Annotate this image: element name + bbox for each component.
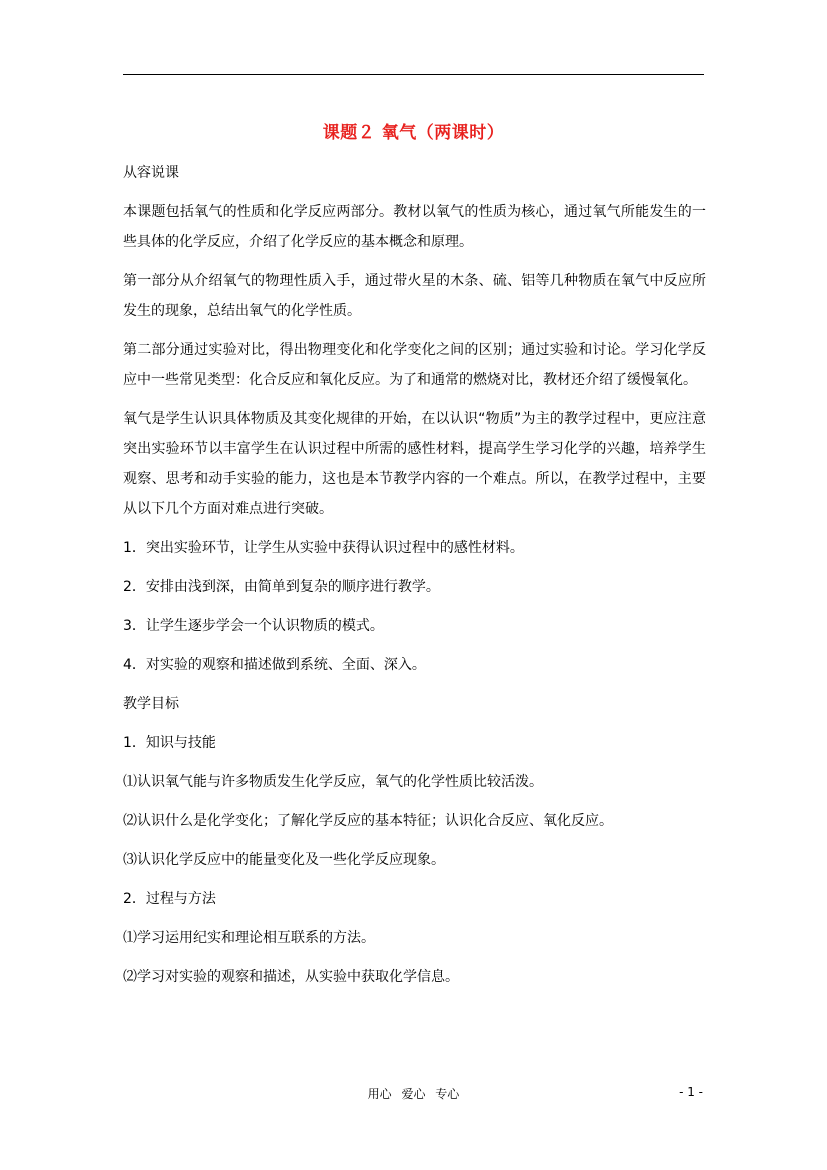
section-heading-objectives: 教学目标	[123, 696, 179, 712]
subheading-knowledge-skills: 1．知识与技能	[123, 735, 216, 751]
paragraph-part-two: 第二部分通过实验对比，得出物理变化和化学变化之间的区别；通过实验和讨论。学习化学反应中一些常见类型：化合反应和氧化反应。为了和通常的燃烧对比，教材还介绍了缓慢氧化。	[123, 342, 706, 388]
document-body	[123, 158, 706, 1001]
page-title: 课题２ 氧气（两课时）	[322, 123, 505, 143]
list-item: 3．让学生逐步学会一个认识物质的模式。	[123, 618, 384, 634]
list-item: 1．突出实验环节，让学生从实验中获得认识过程中的感性材料。	[123, 540, 524, 556]
list-item: ⑵学习对实验的观察和描述，从实验中获取化学信息。	[123, 969, 459, 985]
paragraph-teaching-focus: 氧气是学生认识具体物质及其变化规律的开始，在以认识“物质”为主的教学过程中，更应注意突出实验环节以丰富学生在认识过程中所需的感性材料，提高学生学习化学的兴趣，培养学生观察、思考和动手实验的能力，这也是本节教学内容的一个难点。所以，在教学过程中，主要从以下几个方面对难点进行突破。	[123, 411, 706, 517]
list-item: ⑵认识什么是化学变化；了解化学反应的基本特征；认识化合反应、氧化反应。	[123, 813, 613, 829]
paragraph-overview: 本课题包括氧气的性质和化学反应两部分。教材以氧气的性质为核心，通过氧气所能发生的一些具体的化学反应，介绍了化学反应的基本概念和原理。	[123, 204, 706, 250]
header-rule	[123, 74, 704, 75]
list-item: ⑴学习运用纪实和理论相互联系的方法。	[123, 930, 375, 946]
page-number: - 1 -	[679, 1085, 703, 1099]
list-item: 4．对实验的观察和描述做到系统、全面、深入。	[123, 657, 426, 673]
paragraph-part-one: 第一部分从介绍氧气的物理性质入手，通过带火星的木条、硫、铝等几种物质在氧气中反应所发生的现象，总结出氧气的化学性质。	[123, 273, 706, 319]
list-item: ⑶认识化学反应中的能量变化及一些化学反应现象。	[123, 852, 445, 868]
section-heading-intro: 从容说课	[123, 165, 179, 181]
footer-motto: 用心 爱心 专心	[367, 1087, 460, 1101]
list-item: ⑴认识氧气能与许多物质发生化学反应，氧气的化学性质比较活泼。	[123, 774, 543, 790]
subheading-process-methods: 2．过程与方法	[123, 891, 216, 907]
list-item: 2．安排由浅到深，由简单到复杂的顺序进行教学。	[123, 579, 440, 595]
